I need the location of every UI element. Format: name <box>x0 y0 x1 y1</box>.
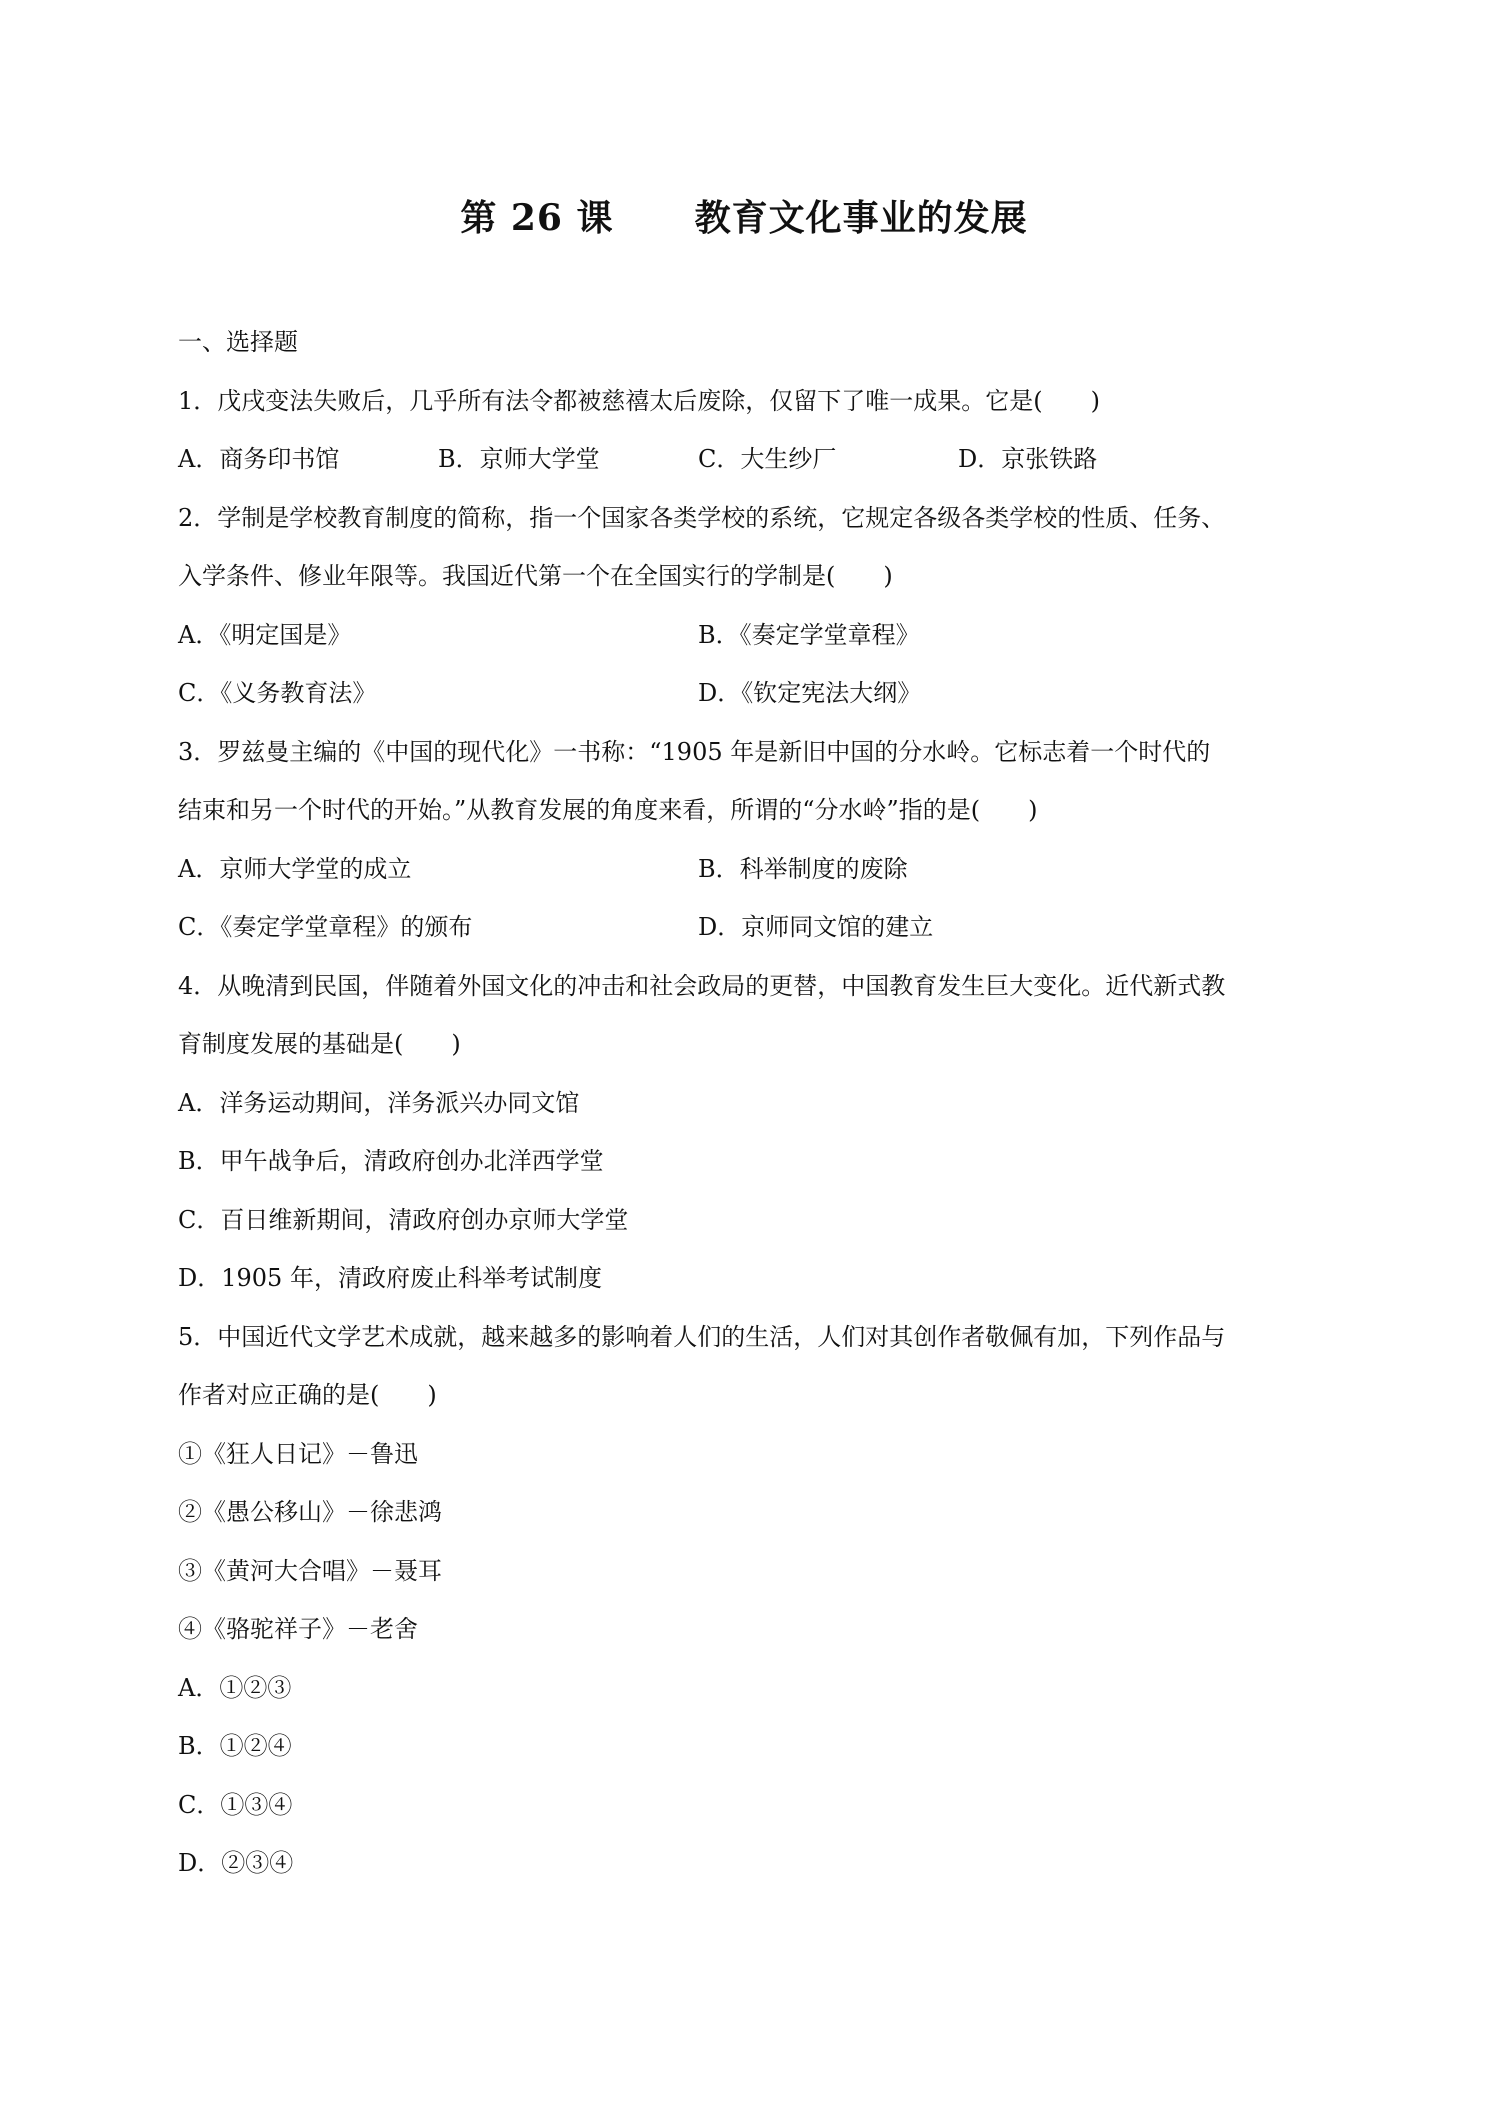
question-5-option-a: A．①②③ <box>178 1674 292 1702</box>
question-4-stem-line-1: 4．从晚清到民国，伴随着外国文化的冲击和社会政局的更替，中国教育发生巨大变化。近代新式教 <box>178 972 1226 1000</box>
question-3-option-b: B．科举制度的废除 <box>698 855 908 883</box>
question-3-option-c: C．《奏定学堂章程》的颁布 <box>178 913 473 941</box>
question-1-stem: 1．戊戌变法失败后，几乎所有法令都被慈禧太后废除，仅留下了唯一成果。它是( ) <box>178 387 1100 415</box>
question-4-option-b: B．甲午战争后，清政府创办北洋西学堂 <box>178 1147 604 1175</box>
question-5-item-2: ②《愚公移山》－徐悲鸿 <box>178 1498 442 1526</box>
question-5-stem-line-2: 作者对应正确的是( ) <box>178 1381 437 1409</box>
question-4-option-a: A．洋务运动期间，洋务派兴办同文馆 <box>178 1089 580 1117</box>
question-5-option-c: C．①③④ <box>178 1791 293 1819</box>
question-3-option-d: D．京师同文馆的建立 <box>698 913 934 941</box>
question-3-option-a: A．京师大学堂的成立 <box>178 855 412 883</box>
question-2-stem-line-2: 入学条件、修业年限等。我国近代第一个在全国实行的学制是( ) <box>178 562 893 590</box>
question-5-item-4: ④《骆驼祥子》－老舍 <box>178 1615 418 1643</box>
question-2-option-d: D．《钦定宪法大纲》 <box>698 679 922 707</box>
question-1-option-b: B．京师大学堂 <box>438 445 600 473</box>
question-2-option-b: B．《奏定学堂章程》 <box>698 621 920 649</box>
question-4-stem-line-2: 育制度发展的基础是( ) <box>178 1030 461 1058</box>
question-5-item-1: ①《狂人日记》－鲁迅 <box>178 1440 418 1468</box>
question-2-option-a: A．《明定国是》 <box>178 621 352 649</box>
question-3-stem-line-2: 结束和另一个时代的开始。”从教育发展的角度来看，所谓的“分水岭”指的是( ) <box>178 796 1038 824</box>
question-1-option-d: D．京张铁路 <box>958 445 1098 473</box>
question-1-option-a: A．商务印书馆 <box>178 445 340 473</box>
question-3-stem-line-1: 3．罗兹曼主编的《中国的现代化》一书称：“1905 年是新旧中国的分水岭。它标志着一个时代的 <box>178 738 1211 766</box>
question-5-option-b: B．①②④ <box>178 1732 292 1760</box>
question-4-option-c: C．百日维新期间，清政府创办京师大学堂 <box>178 1206 629 1234</box>
question-1-option-c: C．大生纱厂 <box>698 445 837 473</box>
question-5-item-3: ③《黄河大合唱》－聂耳 <box>178 1557 442 1585</box>
question-5-option-d: D．②③④ <box>178 1849 294 1877</box>
question-2-option-c: C．《义务教育法》 <box>178 679 377 707</box>
question-4-option-d: D．1905 年，清政府废止科举考试制度 <box>178 1264 602 1292</box>
question-5-stem-line-1: 5．中国近代文学艺术成就，越来越多的影响着人们的生活，人们对其创作者敬佩有加，下列作品与 <box>178 1323 1226 1351</box>
question-2-stem-line-1: 2．学制是学校教育制度的简称，指一个国家各类学校的系统，它规定各级各类学校的性质、任务、 <box>178 504 1226 532</box>
section-heading: 一、选择题 <box>178 328 298 356</box>
page-title: 第 26 课 教育文化事业的发展 <box>460 197 1028 239</box>
